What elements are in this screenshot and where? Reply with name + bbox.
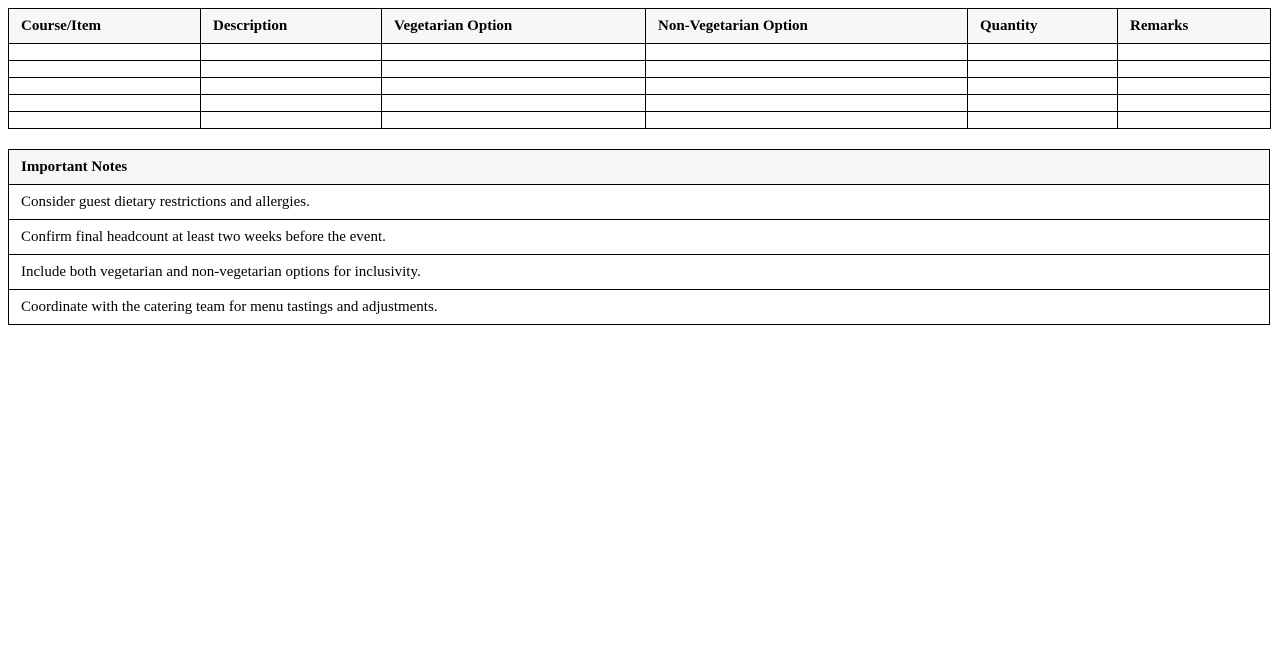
note-text: Consider guest dietary restrictions and allergies.: [9, 185, 1270, 220]
notes-header: Important Notes: [9, 150, 1270, 185]
table-cell: [1118, 78, 1271, 95]
table-cell: [646, 78, 968, 95]
note-row: [9, 255, 1270, 290]
table-cell: [968, 112, 1118, 129]
note-row: [9, 220, 1270, 255]
table-cell: [1118, 112, 1271, 129]
notes-header-row: [9, 150, 1270, 185]
column-header-non-vegetarian-option: Non-Vegetarian Option: [646, 9, 968, 44]
column-header-remarks: Remarks: [1118, 9, 1271, 44]
table-cell: [968, 44, 1118, 61]
column-header-quantity: Quantity: [968, 9, 1118, 44]
table-cell: [201, 61, 382, 78]
table-row: [9, 44, 1271, 61]
table-row: [9, 112, 1271, 129]
table-cell: [9, 44, 201, 61]
menu-planning-table: [8, 8, 1271, 129]
note-text: Confirm final headcount at least two weeks before the event.: [9, 220, 1270, 255]
table-cell: [382, 112, 646, 129]
table-cell: [646, 112, 968, 129]
note-row: [9, 290, 1270, 325]
table-cell: [646, 61, 968, 78]
table-cell: [382, 78, 646, 95]
table-cell: [1118, 61, 1271, 78]
table-cell: [1118, 44, 1271, 61]
table-cell: [201, 112, 382, 129]
column-header-vegetarian-option: Vegetarian Option: [382, 9, 646, 44]
table-cell: [201, 44, 382, 61]
table-cell: [382, 44, 646, 61]
table-cell: [382, 95, 646, 112]
table-cell: [9, 61, 201, 78]
table-cell: [382, 61, 646, 78]
column-header-course-item: Course/Item: [9, 9, 201, 44]
table-cell: [968, 61, 1118, 78]
table-cell: [201, 95, 382, 112]
table-cell: [968, 95, 1118, 112]
table-cell: [201, 78, 382, 95]
table-cell: [9, 95, 201, 112]
note-text: Include both vegetarian and non-vegetarian options for inclusivity.: [9, 255, 1270, 290]
table-row: [9, 95, 1271, 112]
table-cell: [646, 95, 968, 112]
table-cell: [1118, 95, 1271, 112]
table-row: [9, 78, 1271, 95]
note-row: [9, 185, 1270, 220]
table-row: [9, 61, 1271, 78]
column-header-description: Description: [201, 9, 382, 44]
note-text: Coordinate with the catering team for menu tastings and adjustments.: [9, 290, 1270, 325]
table-cell: [9, 78, 201, 95]
important-notes-table: [8, 149, 1270, 325]
table-cell: [968, 78, 1118, 95]
table-cell: [646, 44, 968, 61]
table-cell: [9, 112, 201, 129]
menu-table-header-row: [9, 9, 1271, 44]
